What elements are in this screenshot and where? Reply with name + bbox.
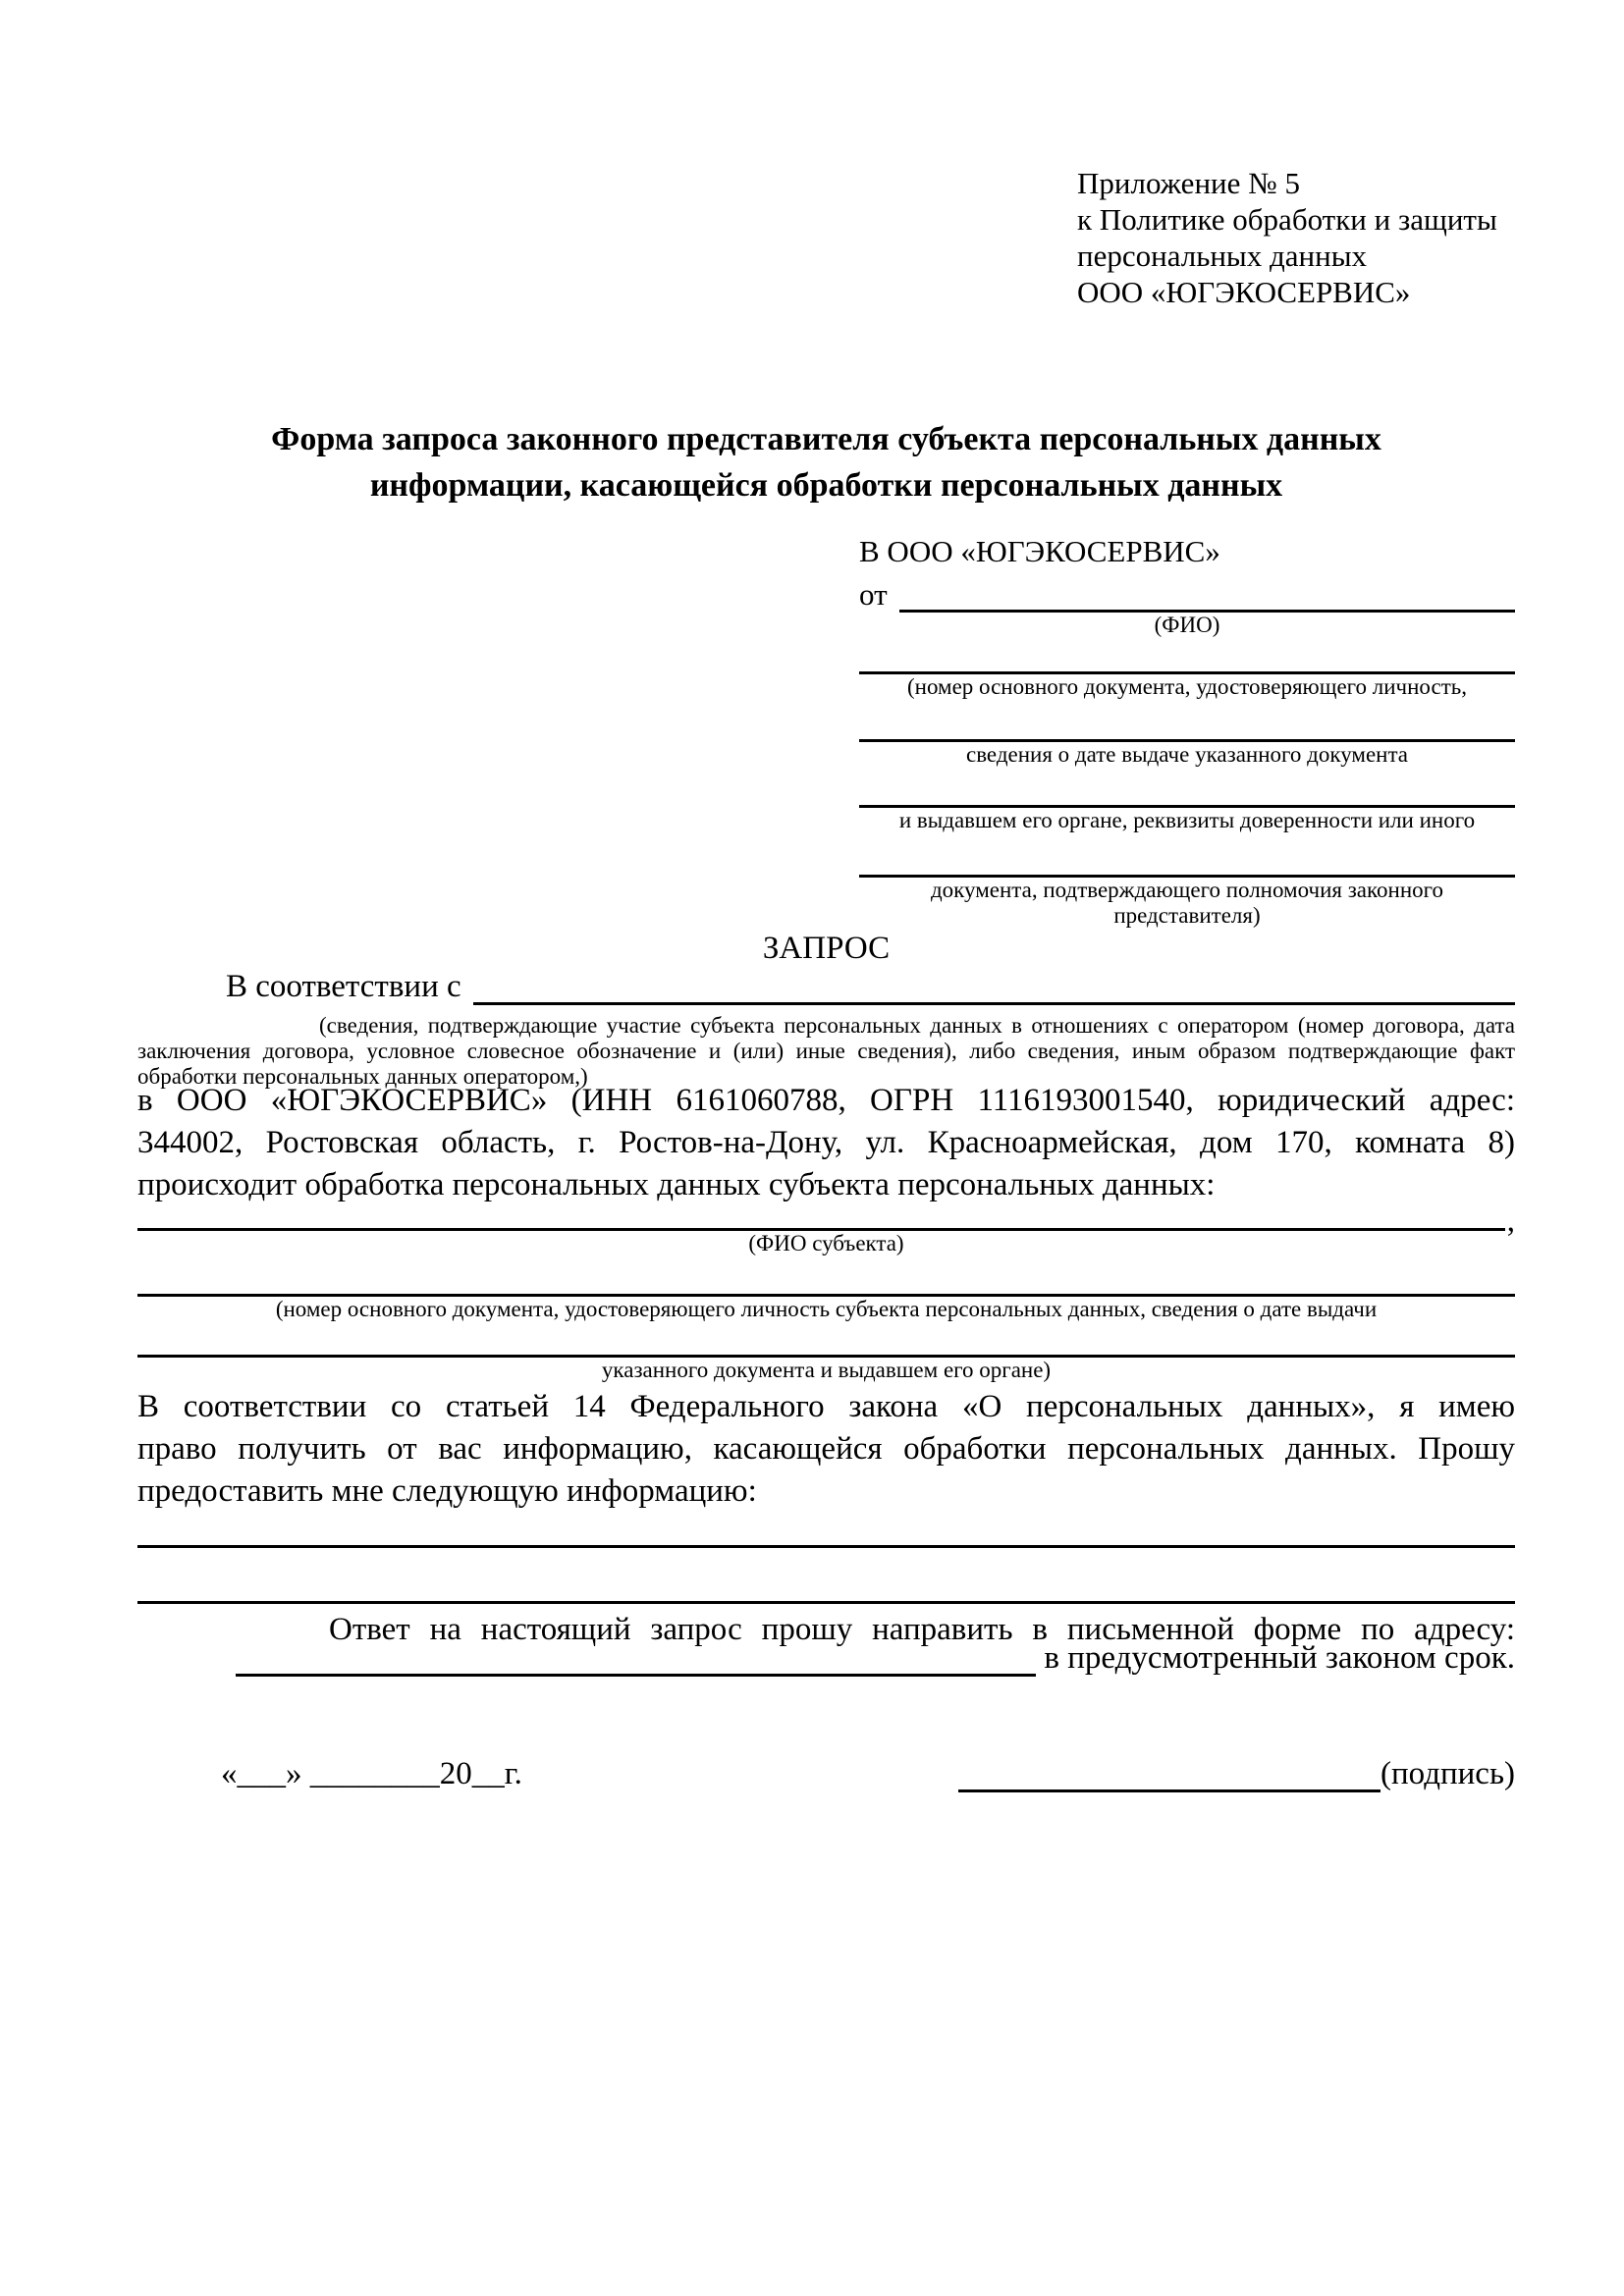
accordance-row	[137, 970, 1515, 1005]
document-number-field-line[interactable]	[859, 638, 1515, 674]
subject-doc-caption: указанного документа и выдавшем его органе)	[601, 1358, 1052, 1382]
law-paragraph	[137, 1386, 1515, 1513]
subject-doc-block-1	[137, 1264, 1515, 1322]
answer-address-row	[137, 1640, 1515, 1677]
field-caption: сведения о дате выдаче указанного документа	[965, 742, 1409, 767]
addressee-to-line: В ООО «ЮГЭКОСЕРВИС»	[859, 534, 1220, 568]
issue-date-field-line[interactable]	[859, 700, 1515, 742]
subject-doc-block-2	[137, 1325, 1515, 1383]
law-paragraph-line: предоставить мне следующую информацию:	[137, 1473, 757, 1509]
smallprint-note	[137, 1013, 1515, 1090]
from-label: от	[859, 577, 888, 612]
operator-paragraph-line: в ООО «ЮГЭКОСЕРВИС» (ИНН 6161060788, ОГРН 1116193001540, юридический адрес:	[137, 1083, 1515, 1118]
smallprint-line: обработки персональных данных оператором,)	[137, 1064, 588, 1089]
subject-doc-field-line[interactable]	[137, 1264, 1515, 1297]
form-title	[137, 416, 1515, 508]
field-caption: документа, подтверждающего полномочия законного представителя)	[930, 878, 1443, 928]
address-field-line[interactable]	[236, 1674, 1036, 1677]
field-caption: и выдавшем его органе, реквизиты доверенности или иного	[898, 808, 1476, 832]
appendix-line: ООО «ЮГЭКОСЕРВИС»	[1077, 275, 1411, 309]
signature-caption: (подпись)	[1380, 1756, 1515, 1791]
accordance-label: В соответствии с	[226, 969, 461, 1004]
information-field-line-1[interactable]	[137, 1512, 1515, 1548]
operator-paragraph-line: 344002, Ростовская область, г. Ростов-на-Дону, ул. Красноармейская, дом 170, комната 8)	[137, 1125, 1515, 1160]
smallprint-line: заключения договора, условное словесное обозначение и (или) иные сведения), либо сведения, иным образом подтверждающие факт	[137, 1039, 1515, 1063]
addressee-block	[859, 532, 1515, 929]
operator-paragraph	[137, 1080, 1515, 1206]
request-heading: ЗАПРОС	[762, 931, 891, 966]
form-title-line: информации, касающейся обработки персональных данных	[369, 467, 1283, 504]
from-row	[859, 571, 1515, 613]
appendix-line: к Политике обработки и защиты	[1077, 202, 1497, 237]
appendix-header-block	[1077, 165, 1519, 310]
fio-caption: (ФИО)	[1154, 613, 1220, 637]
field-caption: (номер основного документа, удостоверяющего личность,	[906, 674, 1467, 699]
law-paragraph-line: В соответствии со статьей 14 Федерального закона «О персональных данных», я имею	[137, 1389, 1515, 1424]
issuing-authority-field-line[interactable]	[859, 768, 1515, 808]
appendix-line: Приложение № 5	[1077, 166, 1300, 200]
authority-document-field-line[interactable]	[859, 833, 1515, 878]
operator-paragraph-line: происходит обработка персональных данных субъекта персональных данных:	[137, 1167, 1216, 1202]
footer-row	[137, 1755, 1515, 1792]
subject-doc-caption: (номер основного документа, удостоверяющего личность субъекта персональных данных, сведения о дате выдачи	[275, 1297, 1378, 1321]
signature-group	[958, 1755, 1515, 1792]
smallprint-line: (сведения, подтверждающие участие субъекта персональных данных в отношениях с оператором (номер договора, дата	[319, 1013, 1515, 1038]
answer-address-line: Ответ на настоящий запрос прошу направить в письменной форме по адресу:	[329, 1612, 1515, 1647]
subject-fio-row	[137, 1198, 1515, 1239]
law-paragraph-line: право получить от вас информацию, касающейся обработки персональных данных. Прошу	[137, 1431, 1515, 1467]
signature-field-line[interactable]	[958, 1756, 1380, 1792]
information-field-line-2[interactable]	[137, 1571, 1515, 1604]
subject-doc-field-line[interactable]	[137, 1325, 1515, 1358]
subject-fio-caption: (ФИО субъекта)	[748, 1231, 904, 1255]
appendix-line: персональных данных	[1077, 239, 1368, 273]
answer-tail-text: в предусмотренный законом срок.	[1044, 1640, 1515, 1676]
subject-fio-comma: ,	[1506, 1203, 1515, 1239]
date-line: «___» ________20__г.	[221, 1756, 522, 1791]
subject-fio-block	[137, 1198, 1515, 1256]
accordance-field-line[interactable]	[473, 1002, 1515, 1005]
form-title-line: Форма запроса законного представителя субъекта персональных данных	[271, 421, 1381, 457]
